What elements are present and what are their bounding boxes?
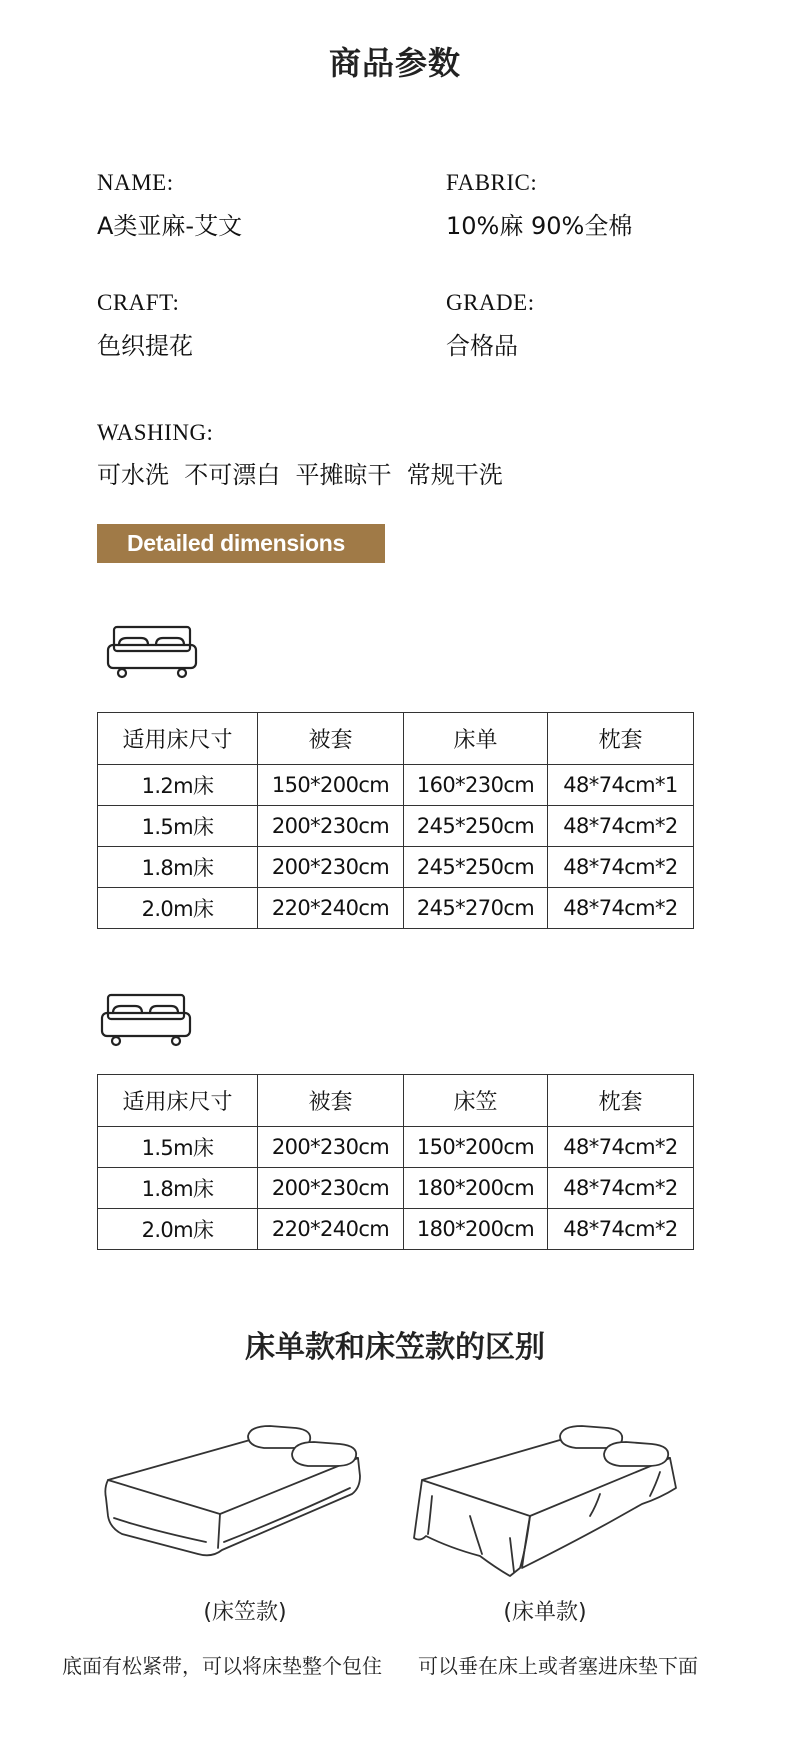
name-value: A类亚麻-艾文 [97, 212, 243, 240]
table-cell: 150*200cm [404, 1127, 548, 1168]
table-cell: 1.5m床 [98, 806, 258, 847]
table-cell: 48*74cm*2 [548, 806, 694, 847]
table-header-cell: 床单 [404, 713, 548, 765]
table-header-cell: 适用床尺寸 [98, 713, 258, 765]
table-cell: 245*250cm [404, 847, 548, 888]
table-cell: 220*240cm [258, 1209, 404, 1250]
table-cell: 48*74cm*1 [548, 765, 694, 806]
table-cell: 150*200cm [258, 765, 404, 806]
sheet-size-table [97, 712, 694, 929]
table-header-cell: 适用床尺寸 [98, 1075, 258, 1127]
fitted-size-table [97, 1074, 694, 1250]
craft-value: 色织提花 [97, 332, 193, 360]
flat-sheet-illustration [410, 1418, 680, 1578]
table-cell: 48*74cm*2 [548, 1127, 694, 1168]
grade-value: 合格品 [446, 332, 518, 360]
table-cell: 48*74cm*2 [548, 1168, 694, 1209]
table-cell: 200*230cm [258, 1168, 404, 1209]
table-row [98, 1127, 694, 1168]
table-cell: 220*240cm [258, 888, 404, 929]
table-cell: 160*230cm [404, 765, 548, 806]
difference-title: 床单款和床笠款的区别 [245, 1330, 545, 1365]
table-header-cell: 枕套 [548, 1075, 694, 1127]
table-header-cell: 被套 [258, 713, 404, 765]
name-label: NAME: [97, 170, 174, 195]
table-header-cell: 床笠 [404, 1075, 548, 1127]
table-cell: 200*230cm [258, 847, 404, 888]
table-row [98, 806, 694, 847]
table-cell: 200*230cm [258, 1127, 404, 1168]
fabric-label: FABRIC: [446, 170, 538, 195]
page-title: 商品参数 [328, 44, 461, 82]
fitted-caption: (床笠款) [203, 1600, 287, 1625]
washing-label: WASHING: [97, 420, 214, 445]
dimensions-badge: Detailed dimensions [97, 524, 385, 563]
bed-icon [106, 624, 198, 680]
table-row [98, 888, 694, 929]
bed-icon [100, 992, 192, 1048]
fitted-description: 底面有松紧带，可以将床垫整个包住 [62, 1654, 382, 1678]
table-cell: 1.5m床 [98, 1127, 258, 1168]
flat-description: 可以垂在床上或者塞进床垫下面 [418, 1654, 698, 1678]
table-cell: 2.0m床 [98, 1209, 258, 1250]
table-cell: 245*250cm [404, 806, 548, 847]
table-cell: 1.2m床 [98, 765, 258, 806]
table-cell: 48*74cm*2 [548, 888, 694, 929]
table-cell: 1.8m床 [98, 847, 258, 888]
flat-caption: (床单款) [503, 1600, 587, 1625]
craft-label: CRAFT: [97, 290, 180, 315]
table-cell: 200*230cm [258, 806, 404, 847]
table-cell: 180*200cm [404, 1168, 548, 1209]
table-cell: 48*74cm*2 [548, 1209, 694, 1250]
fabric-value: 10%麻 90%全棉 [446, 212, 633, 240]
table-header-cell: 被套 [258, 1075, 404, 1127]
table-row [98, 1168, 694, 1209]
table-row [98, 765, 694, 806]
table-header-row [98, 1075, 694, 1127]
table-cell: 1.8m床 [98, 1168, 258, 1209]
washing-value: 可水洗 不可漂白 平摊晾干 常规干洗 [97, 461, 503, 489]
table-row [98, 1209, 694, 1250]
fitted-sheet-illustration [100, 1418, 370, 1568]
table-cell: 180*200cm [404, 1209, 548, 1250]
table-header-cell: 枕套 [548, 713, 694, 765]
grade-label: GRADE: [446, 290, 535, 315]
table-cell: 2.0m床 [98, 888, 258, 929]
table-cell: 245*270cm [404, 888, 548, 929]
table-row [98, 847, 694, 888]
table-cell: 48*74cm*2 [548, 847, 694, 888]
table-header-row [98, 713, 694, 765]
